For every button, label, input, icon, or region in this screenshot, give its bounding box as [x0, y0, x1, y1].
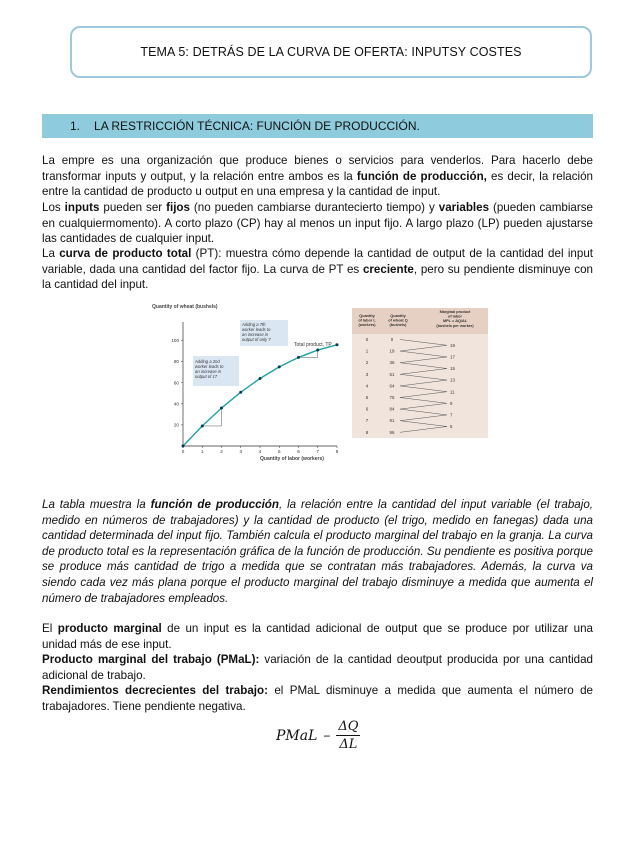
table-cell-wheat: 75 — [389, 395, 395, 400]
text: el PMaL disminuye a medida que aumenta el número de trabajadores. Tiene pendiente negativa. — [42, 684, 593, 713]
table-cell-labor: 2 — [365, 360, 369, 366]
formula-denominator: ΔL — [339, 737, 358, 752]
bold-term: variables — [438, 201, 490, 214]
series-label: Total product, TP — [294, 342, 332, 348]
text: variación de la cantidad deoutput producida por una cantidad adicional de trabajo. — [42, 653, 593, 682]
formula-numerator: ΔQ — [338, 719, 359, 734]
text: pueden ser — [99, 201, 167, 214]
table-cell-mpl: 11 — [450, 389, 455, 395]
annotation-2nd: Adding a 2nd worker leads to an increase in output of 17 — [195, 359, 224, 379]
formula-fraction — [336, 719, 360, 752]
x-tick-label: 1 — [200, 449, 204, 454]
section-heading — [42, 114, 593, 138]
x-tick-label: 0 — [181, 449, 185, 454]
paragraph-intro — [42, 153, 593, 200]
table-cell-mpl: 17 — [450, 354, 455, 360]
y-tick-label: 40 — [173, 401, 179, 407]
data-point — [316, 349, 319, 352]
x-tick-label: 6 — [297, 449, 300, 454]
table-cell-mpl: 7 — [450, 412, 453, 418]
table-cell-wheat: 51 — [389, 371, 395, 377]
table-cell-mpl: 13 — [450, 377, 455, 383]
section-label: LA RESTRICCIÓN TÉCNICA: FUNCIÓN DE PRODUCCIÓN. — [94, 119, 420, 133]
formula-lhs: PMaL — [276, 727, 318, 744]
x-tick-label: 7 — [316, 449, 320, 454]
paragraph-table-explanation — [42, 497, 593, 606]
x-tick-label: 5 — [277, 449, 281, 454]
table-cell-mpl: 19 — [450, 342, 455, 348]
section-number: 1. — [70, 119, 81, 133]
data-point — [201, 424, 204, 427]
table-cell-mpl: 5 — [450, 424, 453, 430]
text: La empre es una organización que produce bienes o servicios para venderlos. Para hacerlo debe transformar inputs y output, y la relación entre ambos es la — [42, 154, 593, 183]
paragraph-pmal — [42, 652, 593, 683]
table-header: Quantity of labor L (workers) — [358, 314, 376, 328]
table-cell-labor: 8 — [365, 429, 369, 435]
total-product-chart — [150, 300, 345, 470]
production-table — [352, 308, 488, 438]
data-point — [239, 391, 242, 394]
y-tick-label: 20 — [173, 422, 179, 428]
x-tick-label: 8 — [335, 449, 339, 454]
bold-term: creciente — [362, 262, 414, 276]
table-header: Marginal product of labor MPL = ΔQ/ΔL (bushels per worker) — [436, 310, 474, 328]
annotation-7th: Adding a 7th worker leads to an increase in output of only 7 — [242, 322, 271, 342]
text: , pero su pendiente disminuye con la cantidad del input. — [42, 262, 593, 292]
table-cell-labor: 4 — [365, 383, 369, 389]
x-axis-label: Quantity of labor (workers) — [260, 456, 324, 462]
text: de un input es la cantidad adicional de output que se produce por utilizar una unidad más de ese input. — [42, 622, 594, 651]
data-point — [278, 365, 281, 368]
table-cell-wheat: 0 — [390, 337, 394, 342]
bold-term: fijos — [166, 201, 190, 214]
bold-term: inputs — [64, 201, 100, 214]
paragraph-inputs — [42, 200, 593, 247]
data-point — [336, 343, 339, 346]
data-point — [259, 377, 262, 380]
table-cell-wheat: 64 — [389, 383, 395, 389]
y-tick-label: 60 — [173, 380, 179, 386]
pmal-formula — [276, 719, 360, 752]
table-cell-wheat: 19 — [389, 348, 395, 354]
data-point — [182, 445, 185, 448]
y-tick-label: 80 — [173, 359, 179, 365]
paragraph-diminishing-returns — [42, 683, 593, 714]
text: , la relación entre la cantidad del input variable (el trabajo, medido en números de trabajadores) y la cantidad de producto (el trigo, medido en fanegas) dada una cantidad determinada del input fijo. También calcula el producto marginal del trabajo en la granja. La curva de producto total es la representación gráfica de la función de producción. Su pendiente es positiva porque se produce más cantidad de trigo a medida que se contratan más trabajadores. Además, la curva va siendo cada vez más plana porque el producto marginal del trabajo disminuye a medida que aumenta el número de trabajadores empleados. — [42, 498, 594, 605]
table-cell-labor: 1 — [365, 348, 369, 354]
table-cell-labor: 3 — [365, 371, 369, 377]
bold-term: función de producción — [150, 498, 279, 511]
table-cell-labor: 5 — [365, 395, 369, 400]
table-cell-mpl: 15 — [450, 366, 455, 372]
table-cell-wheat: 36 — [389, 360, 395, 366]
page-title: TEMA 5: DETRÁS DE LA CURVA DE OFERTA: INPUTSY COSTES — [140, 45, 522, 59]
bold-term: curva de producto total — [59, 247, 192, 260]
y-tick-label: 100 — [171, 338, 179, 344]
table-header: Quantity of wheat Q (bushels) — [388, 314, 408, 328]
table-cell-wheat: 91 — [389, 418, 395, 424]
title-box — [70, 26, 592, 78]
formula-operator: – — [323, 727, 331, 744]
text: (PT): muestra cómo depende la cantidad de output de la cantidad del input variable, dada una cantidad del factor fijo. La curva de PT es — [42, 247, 593, 276]
text: La tabla muestra la — [42, 498, 151, 511]
bold-term: función de producción, — [356, 169, 487, 183]
text: La — [42, 247, 60, 260]
bold-term: Rendimientos decrecientes del trabajo: — [42, 684, 268, 697]
table-cell-labor: 6 — [365, 406, 369, 412]
bold-term: Producto marginal del trabajo (PMaL): — [42, 653, 260, 666]
text: Los — [42, 201, 65, 214]
table-cell-labor: 7 — [365, 418, 369, 424]
text: (no pueden cambiarse durantecierto tiempo) y — [189, 201, 439, 214]
text: El — [42, 622, 58, 635]
paragraph-marginal-product — [42, 621, 593, 652]
x-tick-label: 2 — [220, 449, 223, 454]
x-tick-label: 3 — [239, 449, 243, 454]
paragraph-total-product — [42, 246, 593, 293]
data-point — [220, 407, 223, 410]
table-cell-wheat: 96 — [389, 429, 395, 435]
table-cell-labor: 0 — [365, 337, 369, 342]
text: (pueden cambiarse en cualquiermomento). A corto plazo (CP) hay al menos un input fijo. A largo plazo (LP) pueden ajustarse las cantidades de cualquier input. — [42, 201, 593, 246]
table-cell-mpl: 9 — [450, 400, 453, 406]
x-tick-label: 4 — [258, 449, 262, 454]
table-cell-wheat: 84 — [389, 406, 395, 412]
y-axis-label: Quantity of wheat (bushels) — [152, 304, 218, 310]
bold-term: producto marginal — [57, 622, 162, 635]
data-point — [297, 356, 300, 359]
text: es decir, la relación entre la cantidad de producto u output en una empresa y la cantidad de input. — [42, 169, 593, 199]
